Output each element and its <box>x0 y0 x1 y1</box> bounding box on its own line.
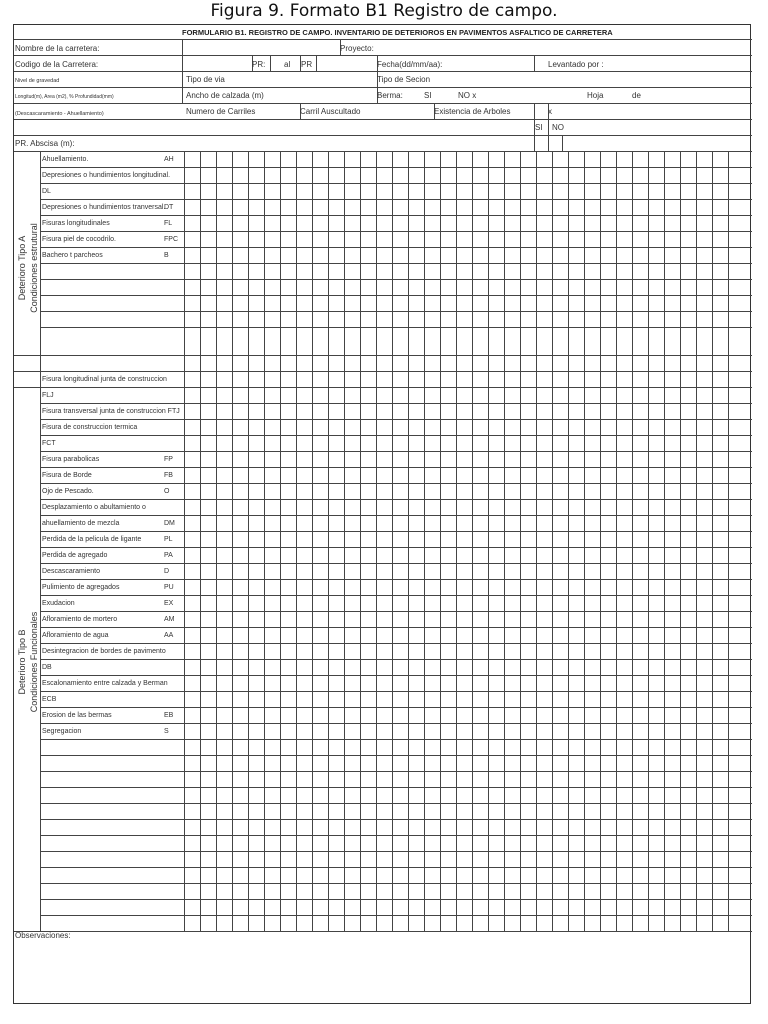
grid-vline <box>376 151 377 931</box>
grid-vline <box>216 151 217 931</box>
label-shoulder-yes: SI <box>424 91 432 100</box>
grid-hline <box>40 247 752 248</box>
grid-hline <box>40 659 752 660</box>
grid-vline <box>184 151 185 931</box>
group_a-item-code: AH <box>164 156 174 163</box>
grid-hline <box>40 435 752 436</box>
grid-hline <box>40 755 752 756</box>
label-road-type: Tipo de via <box>186 75 225 84</box>
grid-vline <box>40 151 41 355</box>
label-pr-from: PR: <box>252 60 266 69</box>
group_b-item-code: FP <box>164 456 173 463</box>
label-surveyed-by: Levantado por : <box>548 60 604 69</box>
group_a-item-code: B <box>164 252 169 259</box>
grid-vline <box>182 39 183 103</box>
grid-vline <box>648 151 649 931</box>
grid-hline <box>40 643 752 644</box>
group_b-item-label: Segregacion <box>42 728 82 735</box>
group_b-item-label: FLJ <box>42 392 54 399</box>
label-surveyed-lane: Carril Auscultado <box>300 107 361 116</box>
group_a-item-code: FPC <box>164 236 178 243</box>
group_b-item-code: PA <box>164 552 173 559</box>
grid-hline <box>14 371 752 372</box>
group_b-item-code: PL <box>164 536 173 543</box>
grid-hline <box>14 119 752 120</box>
grid-vline <box>562 135 563 151</box>
form-title: FORMULARIO B1. REGISTRO DE CAMPO. INVENTARIO DE DETERIOROS EN PAVIMENTOS ASFALTICO DE CARRETERA <box>182 28 613 37</box>
grid-hline <box>40 899 752 900</box>
group_b-item-label: FCT <box>42 440 56 447</box>
grid-hline <box>40 611 752 612</box>
group_b-item-label: Ojo de Pescado. <box>42 488 94 495</box>
grid-vline <box>552 151 553 931</box>
group_b-item-code: AM <box>164 616 175 623</box>
group_b-item-label: Escalonamiento entre calzada y Berman <box>42 680 168 687</box>
grid-hline <box>14 135 752 136</box>
label-observations: Observaciones: <box>15 931 71 940</box>
grid-vline <box>328 151 329 931</box>
label-section-type: Tipo de Secion <box>377 75 431 84</box>
grid-hline <box>40 723 752 724</box>
grid-vline <box>584 151 585 931</box>
grid-vline <box>600 151 601 931</box>
group-b-label: Deterioro Tipo B Condiciones Funcionales <box>17 611 39 713</box>
grid-hline <box>40 295 752 296</box>
grid-vline <box>504 151 505 931</box>
group_b-item-label: Fisura longitudinal junta de construccion <box>42 376 167 383</box>
grid-hline <box>14 931 752 932</box>
grid-hline <box>40 819 752 820</box>
grid-hline <box>14 151 752 152</box>
label-date: Fecha(dd/mm/aa): <box>377 60 443 69</box>
group_a-item-label: DL <box>42 188 51 195</box>
grid-vline <box>408 151 409 931</box>
group_b-item-label: Perdida de agregado <box>42 552 108 559</box>
label-length-area: Longitud(m), Area (m2), % Profundidad(mm) <box>15 94 114 100</box>
group_b-item-label: Pulimiento de agregados <box>42 584 120 591</box>
grid-vline <box>728 151 729 931</box>
group_b-item-label: Fisura de Borde <box>42 472 92 479</box>
grid-vline <box>232 151 233 931</box>
grid-hline <box>40 419 752 420</box>
grid-hline <box>40 515 752 516</box>
grid-hline <box>40 915 752 916</box>
label-trees-mark: x <box>548 107 552 116</box>
grid-hline <box>14 71 752 72</box>
grid-vline <box>616 151 617 931</box>
group_a-item-label: Fisuras longitudinales <box>42 220 110 227</box>
grid-hline <box>40 835 752 836</box>
grid-hline <box>40 467 752 468</box>
group_b-item-label: ahuellamiento de mezcla <box>42 520 120 527</box>
label-severity: Nivel de gravedad <box>15 78 60 84</box>
label-peeling-rutting: (Descascaramiento - Ahuellamiento) <box>15 111 104 117</box>
group_b-item-label: Fisura de construccion termica <box>42 424 138 431</box>
group_b-item-code: PU <box>164 584 174 591</box>
grid-vline <box>696 151 697 931</box>
group_a-item-label: Bachero t parcheos <box>42 252 103 259</box>
grid-hline <box>40 627 752 628</box>
grid-hline <box>40 451 752 452</box>
label-trees: Existencia de Arboles <box>434 107 511 116</box>
grid-hline <box>40 691 752 692</box>
grid-hline <box>40 563 752 564</box>
label-road-code: Codigo de la Carretera: <box>15 60 99 69</box>
grid-vline <box>248 151 249 931</box>
grid-vline <box>40 355 41 931</box>
group_b-item-code: D <box>164 568 170 575</box>
group_b-item-label: Fisura parabolicas <box>42 456 100 463</box>
grid-hline <box>40 499 752 500</box>
label-chainage: PR. Abscisa (m): <box>15 139 75 148</box>
grid-hline <box>40 403 752 404</box>
grid-hline <box>40 327 752 328</box>
grid-hline <box>40 547 752 548</box>
label-shoulder-no: NO x <box>458 91 477 100</box>
grid-vline <box>568 151 569 931</box>
label-project: Proyecto: <box>340 44 374 53</box>
grid-hline <box>40 771 752 772</box>
grid-hline <box>14 387 752 388</box>
grid-hline <box>14 87 752 88</box>
grid-vline <box>664 151 665 931</box>
group_b-item-label: Afloramiento de agua <box>42 632 109 639</box>
group_b-item-code: DM <box>164 520 175 527</box>
label-road-name: Nombre de la carretera: <box>15 44 100 53</box>
label-trees-no: NO <box>552 123 564 132</box>
label-of: de <box>632 91 641 100</box>
group_a-item-label: Ahuellamiento. <box>42 156 89 163</box>
grid-vline <box>520 151 521 931</box>
group_b-item-label: Descascaramiento <box>42 568 100 575</box>
grid-hline <box>40 579 752 580</box>
group_b-item-label: Afloramiento de mortero <box>42 616 118 623</box>
label-shoulder: Berma: <box>377 91 403 100</box>
grid-hline <box>14 103 752 104</box>
label-trees-yes: SI <box>535 123 543 132</box>
grid-vline <box>360 151 361 931</box>
group_b-item-label: Exudacion <box>42 600 75 607</box>
grid-vline <box>264 151 265 931</box>
grid-vline <box>472 151 473 931</box>
grid-vline <box>536 151 537 931</box>
group_b-item-label: Fisura transversal junta de construccion FTJ <box>42 408 180 415</box>
grid-vline <box>440 151 441 931</box>
group_a-item-label: Depresiones o hundimientos longitudinal. <box>42 172 171 179</box>
group_a-item-label: Fisura piel de cocodrilo. <box>42 236 116 243</box>
figure-caption: Figura 9. Formato B1 Registro de campo. <box>210 1 558 21</box>
grid-hline <box>40 595 752 596</box>
label-carriageway-width: Ancho de calzada (m) <box>186 91 264 100</box>
group_a-item-code: DT <box>164 204 174 211</box>
group_b-item-code: S <box>164 728 169 735</box>
grid-hline <box>40 231 752 232</box>
grid-hline <box>14 39 752 40</box>
label-pr-to: PR <box>301 60 313 69</box>
grid-hline <box>40 531 752 532</box>
grid-hline <box>14 355 752 356</box>
group_b-item-label: Perdida de la pelicula de ligante <box>42 536 142 543</box>
grid-vline <box>534 55 535 71</box>
grid-vline <box>392 151 393 931</box>
group_a-item-label: Depresiones o hundimientos tranversal. <box>42 204 166 211</box>
group_b-item-label: DB <box>42 664 52 671</box>
label-al: al <box>284 60 291 69</box>
group_b-item-code: EB <box>164 712 174 719</box>
grid-vline <box>200 151 201 931</box>
grid-hline <box>40 787 752 788</box>
group-a-label: Deterioro Tipo A Condiciones estrutural <box>17 223 39 313</box>
grid-hline <box>14 55 752 56</box>
grid-hline <box>40 739 752 740</box>
grid-hline <box>40 279 752 280</box>
grid-hline <box>40 215 752 216</box>
grid-hline <box>40 167 752 168</box>
grid-vline <box>424 151 425 931</box>
grid-vline <box>680 151 681 931</box>
label-sheet: Hoja <box>587 91 604 100</box>
grid-hline <box>40 675 752 676</box>
grid-hline <box>40 183 752 184</box>
group_b-item-code: EX <box>164 600 174 607</box>
label-lanes: Numero de Carriles <box>186 107 256 116</box>
group_b-item-code: FB <box>164 472 173 479</box>
grid-hline <box>40 199 752 200</box>
grid-vline <box>488 151 489 931</box>
group_a-item-code: FL <box>164 220 173 227</box>
group_b-item-label: Erosion de las bermas <box>42 712 112 719</box>
group_b-item-label: Desintegracion de bordes de pavimento <box>42 648 166 655</box>
grid-hline <box>40 707 752 708</box>
grid-hline <box>40 803 752 804</box>
grid-vline <box>712 151 713 931</box>
grid-vline <box>632 151 633 931</box>
group_b-item-label: ECB <box>42 696 57 703</box>
grid-vline <box>296 151 297 931</box>
grid-vline <box>270 55 271 71</box>
group_b-item-code: O <box>164 488 170 495</box>
grid-hline <box>40 867 752 868</box>
field-record-form <box>13 24 751 1004</box>
grid-hline <box>40 263 752 264</box>
group_b-item-code: AA <box>164 632 174 639</box>
grid-vline <box>344 151 345 931</box>
grid-vline <box>280 151 281 931</box>
grid-hline <box>40 851 752 852</box>
grid-hline <box>40 311 752 312</box>
grid-hline <box>40 483 752 484</box>
grid-vline <box>456 151 457 931</box>
grid-vline <box>312 151 313 931</box>
grid-hline <box>40 883 752 884</box>
grid-vline <box>316 55 317 71</box>
group_b-item-label: Desplazamiento o abultamiento o <box>42 504 146 511</box>
